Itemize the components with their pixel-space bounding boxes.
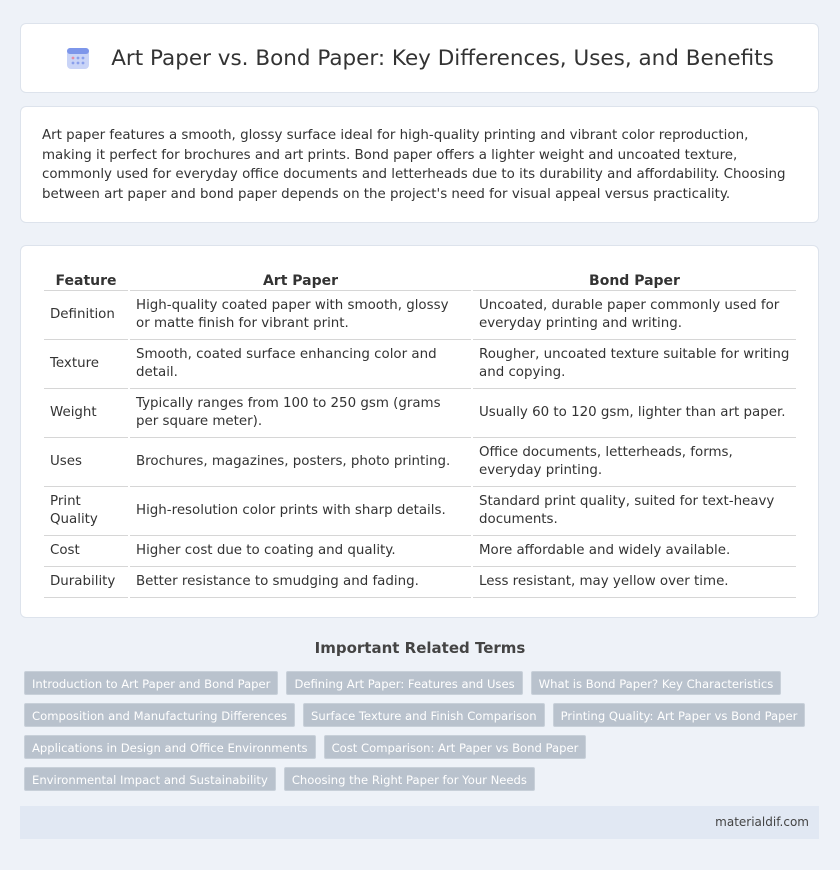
- related-term-tag[interactable]: Choosing the Right Paper for Your Needs: [284, 767, 535, 791]
- feature-cell: Uses: [44, 438, 128, 487]
- related-term-tag[interactable]: Surface Texture and Finish Comparison: [303, 703, 545, 727]
- header-art-paper: Art Paper: [130, 266, 471, 291]
- comparison-table: [42, 266, 798, 598]
- feature-cell: Weight: [44, 389, 128, 438]
- art-paper-cell: Better resistance to smudging and fading.: [130, 567, 471, 598]
- bond-paper-cell: More affordable and widely available.: [473, 536, 796, 567]
- art-paper-cell: Typically ranges from 100 to 250 gsm (grams per square meter).: [130, 389, 471, 438]
- table-row: [44, 487, 796, 536]
- bond-paper-cell: Standard print quality, suited for text-heavy documents.: [473, 487, 796, 536]
- header-bond-paper: Bond Paper: [473, 266, 796, 291]
- feature-cell: Texture: [44, 340, 128, 389]
- footer-site-link[interactable]: materialdif.com: [715, 815, 809, 829]
- header-card: [20, 23, 819, 93]
- related-term-tag[interactable]: Environmental Impact and Sustainability: [24, 767, 276, 791]
- related-terms-title: Important Related Terms: [314, 639, 526, 657]
- related-terms-list: [24, 671, 819, 799]
- related-term-tag[interactable]: Introduction to Art Paper and Bond Paper: [24, 671, 278, 695]
- feature-cell: Definition: [44, 291, 128, 340]
- table-row: [44, 291, 796, 340]
- related-term-tag[interactable]: Printing Quality: Art Paper vs Bond Paper: [553, 703, 806, 727]
- related-term-tag[interactable]: Defining Art Paper: Features and Uses: [286, 671, 522, 695]
- bond-paper-cell: Less resistant, may yellow over time.: [473, 567, 796, 598]
- art-paper-cell: Smooth, coated surface enhancing color and detail.: [130, 340, 471, 389]
- footer: [20, 806, 819, 839]
- related-term-tag[interactable]: Cost Comparison: Art Paper vs Bond Paper: [324, 735, 587, 759]
- page-title: Art Paper vs. Bond Paper: Key Differences, Uses, and Benefits: [111, 45, 774, 71]
- calendar-icon: [65, 45, 91, 71]
- table-row: [44, 567, 796, 598]
- related-term-tag[interactable]: Applications in Design and Office Environments: [24, 735, 316, 759]
- feature-cell: Cost: [44, 536, 128, 567]
- feature-cell: Print Quality: [44, 487, 128, 536]
- comparison-table-card: [20, 245, 819, 618]
- art-paper-cell: Brochures, magazines, posters, photo printing.: [130, 438, 471, 487]
- related-term-tag[interactable]: What is Bond Paper? Key Characteristics: [531, 671, 782, 695]
- table-row: [44, 340, 796, 389]
- art-paper-cell: High-resolution color prints with sharp details.: [130, 487, 471, 536]
- art-paper-cell: Higher cost due to coating and quality.: [130, 536, 471, 567]
- table-row: [44, 536, 796, 567]
- feature-cell: Durability: [44, 567, 128, 598]
- table-row: [44, 438, 796, 487]
- header-feature: Feature: [44, 266, 128, 291]
- bond-paper-cell: Rougher, uncoated texture suitable for writing and copying.: [473, 340, 796, 389]
- intro-card: [20, 106, 819, 223]
- intro-paragraph: Art paper features a smooth, glossy surface ideal for high-quality printing and vibrant color reproduction, making it perfect for brochures and art prints. Bond paper offers a lighter weight and uncoated texture, commonly used for everyday office documents and letterheads due to its durability and affordability. Choosing between art paper and bond paper depends on the project's need for visual appeal versus practicality.: [42, 128, 786, 202]
- bond-paper-cell: Uncoated, durable paper commonly used for everyday printing and writing.: [473, 291, 796, 340]
- table-row: [44, 389, 796, 438]
- related-term-tag[interactable]: Composition and Manufacturing Differences: [24, 703, 295, 727]
- art-paper-cell: High-quality coated paper with smooth, glossy or matte finish for vibrant print.: [130, 291, 471, 340]
- bond-paper-cell: Usually 60 to 120 gsm, lighter than art paper.: [473, 389, 796, 438]
- bond-paper-cell: Office documents, letterheads, forms, everyday printing.: [473, 438, 796, 487]
